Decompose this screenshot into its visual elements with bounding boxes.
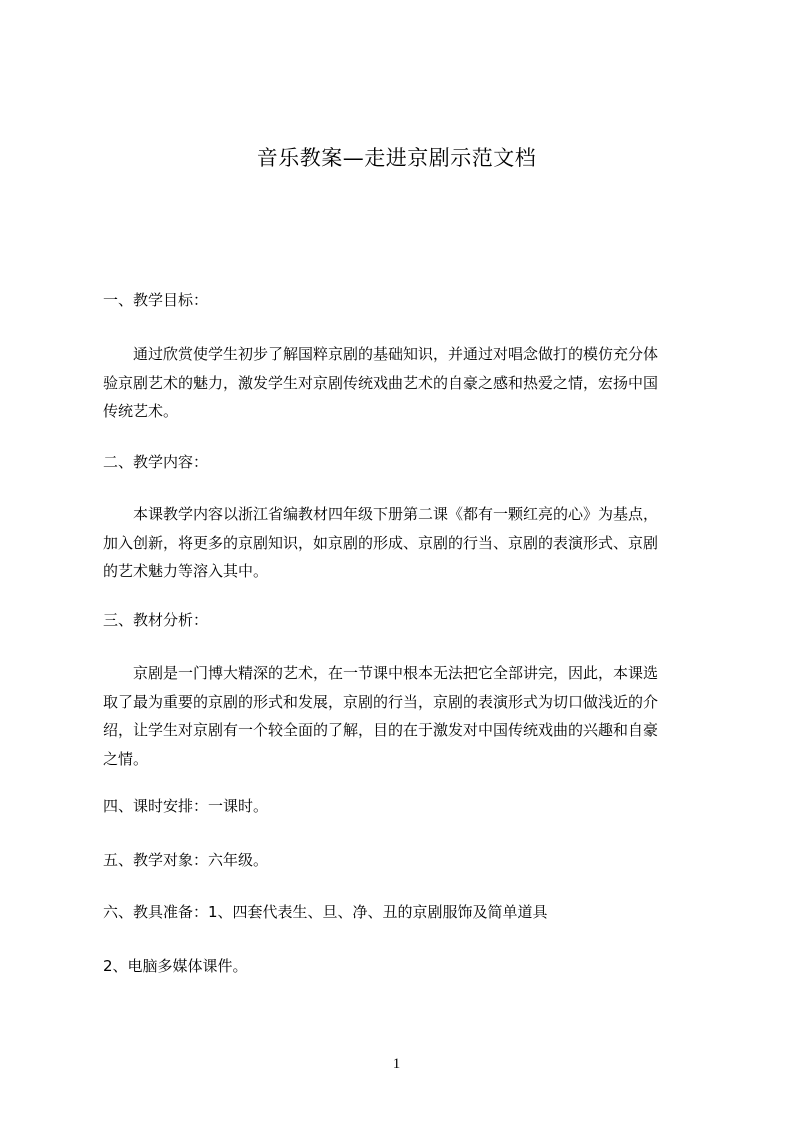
content-line-2: 加入创新，将更多的京剧知识，如京剧的形成、京剧的行当、京剧的表演形式、京剧 [103, 533, 659, 552]
goal-paragraph-continued [103, 369, 703, 426]
section-analysis-paragraph [103, 659, 703, 773]
analysis-line-4: 之情。 [103, 749, 149, 768]
section-materials [103, 898, 703, 927]
goal-heading-text: 一、教学目标： [103, 291, 209, 309]
section-materials-2 [103, 952, 703, 981]
goal-paragraph [103, 340, 703, 369]
goal-line-3: 传统艺术。 [103, 402, 179, 420]
section-content-paragraph [103, 500, 703, 586]
content-line-3: 的艺术魅力等溶入其中。 [103, 562, 269, 580]
materials-2-text: 2、电脑多媒体课件。 [103, 957, 248, 975]
schedule-text: 四、课时安排：一课时。 [103, 797, 269, 815]
analysis-paragraph [103, 659, 703, 688]
analysis-paragraph-continued [103, 688, 703, 774]
section-content-heading [103, 448, 703, 477]
section-goal-paragraph [103, 340, 703, 426]
audience-text: 五、教学对象：六年级。 [103, 851, 269, 869]
section-analysis-heading [103, 606, 703, 635]
section-schedule [103, 792, 703, 821]
document-title: 音乐教案—走进京剧示范文档 [256, 146, 537, 170]
materials-text: 六、教具准备：1、四套代表生、旦、净、丑的京剧服饰及简单道具 [103, 903, 548, 921]
analysis-line-2: 取了最为重要的京剧的形式和发展，京剧的行当，京剧的表演形式为切口做浅近的介 [103, 692, 659, 711]
section-goal-heading [103, 286, 703, 315]
section-audience [103, 846, 703, 875]
goal-line-2: 验京剧艺术的魅力，激发学生对京剧传统戏曲艺术的自豪之感和热爱之情，宏扬中国 [103, 373, 659, 392]
content-paragraph-continued [103, 529, 703, 586]
analysis-heading-text: 三、教材分析： [103, 611, 209, 629]
content-heading-text: 二、教学内容： [103, 453, 209, 471]
content-line-1: 本课教学内容以浙江省编教材四年级下册第二课《都有一颗红亮的心》为基点， [133, 505, 659, 523]
content-paragraph [103, 500, 703, 529]
page-number: 1 [392, 1056, 401, 1072]
analysis-line-1: 京剧是一门博大精深的艺术，在一节课中根本无法把它全部讲完，因此，本课选 [133, 664, 659, 682]
goal-line-1: 通过欣赏使学生初步了解国粹京剧的基础知识，并通过对唱念做打的模仿充分体 [133, 345, 659, 363]
analysis-line-3: 绍，让学生对京剧有一个较全面的了解，目的在于激发对中国传统戏曲的兴趣和自豪 [103, 721, 659, 739]
